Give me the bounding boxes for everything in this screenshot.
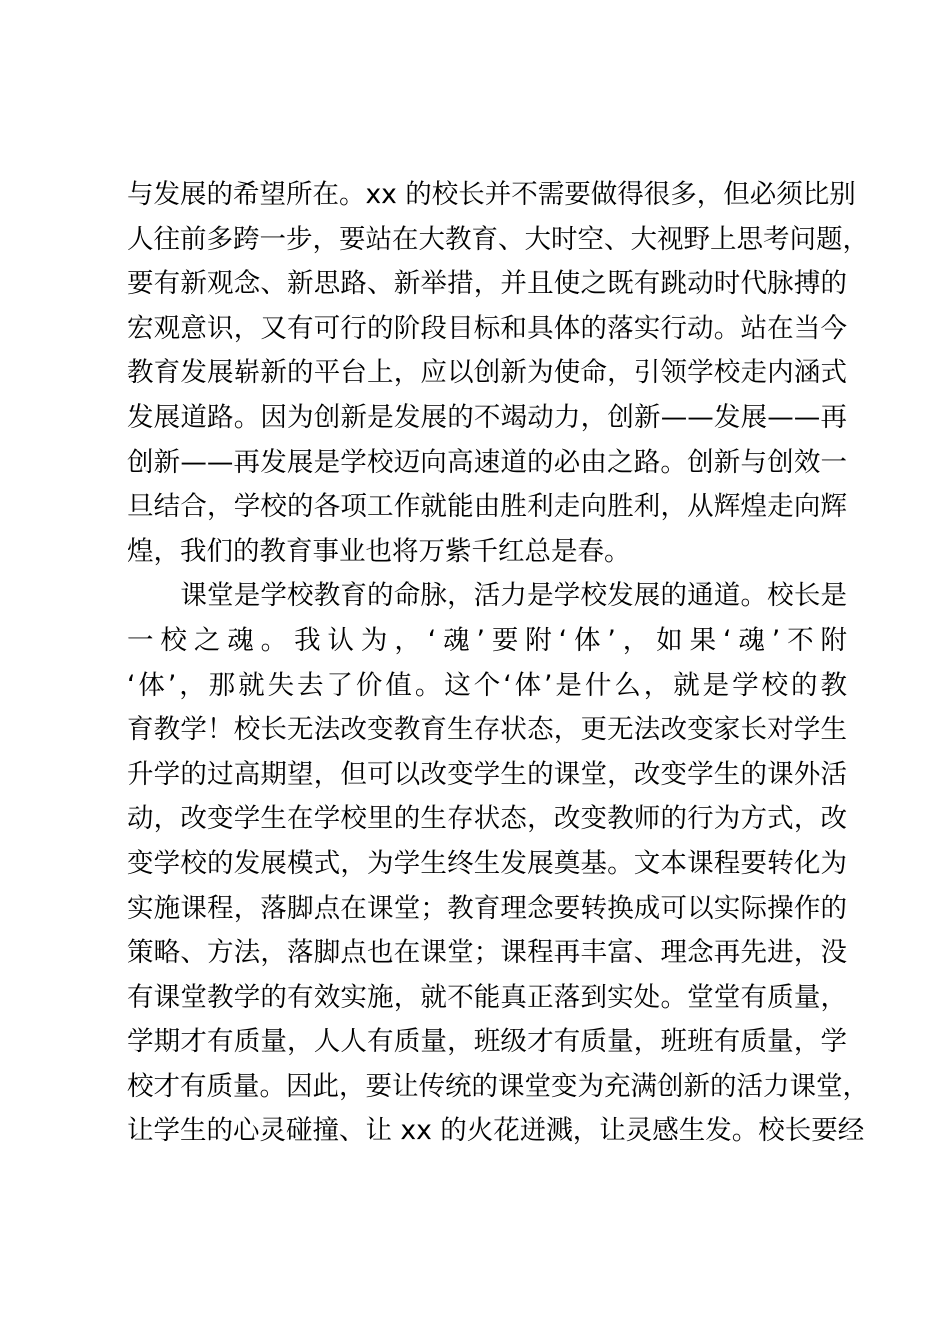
text-line: 与发展的希望所在。xx 的校长并不需要做得很多，但必须比别: [127, 179, 856, 210]
text-line: 升学的过高期望，但可以改变学生的课堂，改变学生的课外活: [127, 758, 847, 790]
text-line: 育教学！校长无法改变教育生存状态，更无法改变家长对学生: [127, 714, 847, 746]
text-line: 策略、方法，落脚点也在课堂；课程再丰富、理念再先进，没: [127, 937, 847, 969]
paragraph-start-line: 课堂是学校教育的命脉，活力是学校发展的通道。校长是: [127, 580, 847, 612]
text-line: 人往前多跨一步，要站在大教育、大时空、大视野上思考问题，: [127, 223, 869, 255]
paragraph-end-line: 煌，我们的教育事业也将万紫千红总是春。: [127, 535, 631, 567]
body-text: [127, 173, 869, 1154]
text-line: 宏观意识，又有可行的阶段目标和具体的落实行动。站在当今: [127, 312, 847, 344]
text-line: 一校之魂。我认为，‘魂’要附‘体’，如果‘魂’不附: [127, 624, 847, 656]
text-line: 实施课程，落脚点在课堂；教育理念要转换成可以实际操作的: [127, 892, 847, 924]
text-line: 动，改变学生在学校里的生存状态，改变教师的行为方式，改: [127, 803, 847, 835]
text-line: 让学生的心灵碰撞、让 xx 的火花迸溅，让灵感生发。校长要经: [127, 1115, 865, 1147]
text-line: 要有新观念、新思路、新举措，并且使之既有跳动时代脉搏的: [127, 268, 847, 300]
text-line: 变学校的发展模式，为学生终生发展奠基。文本课程要转化为: [127, 847, 847, 879]
text-line: 校才有质量。因此，要让传统的课堂变为充满创新的活力课堂，: [127, 1070, 869, 1102]
text-line: 旦结合，学校的各项工作就能由胜利走向胜利，从辉煌走向辉: [127, 491, 847, 523]
text-line: ‘体’，那就失去了价值。这个‘体’是什么，就是学校的教: [127, 669, 847, 701]
text-line: 有课堂教学的有效实施，就不能真正落到实处。堂堂有质量，: [127, 981, 847, 1013]
text-line: 创新——再发展是学校迈向高速道的必由之路。创新与创效一: [127, 446, 847, 478]
text-line: 发展道路。因为创新是发展的不竭动力，创新——发展——再: [127, 401, 847, 433]
text-line: 学期才有质量，人人有质量，班级才有质量，班班有质量，学: [127, 1026, 847, 1058]
text-line: 教育发展崭新的平台上，应以创新为使命，引领学校走内涵式: [127, 357, 847, 389]
